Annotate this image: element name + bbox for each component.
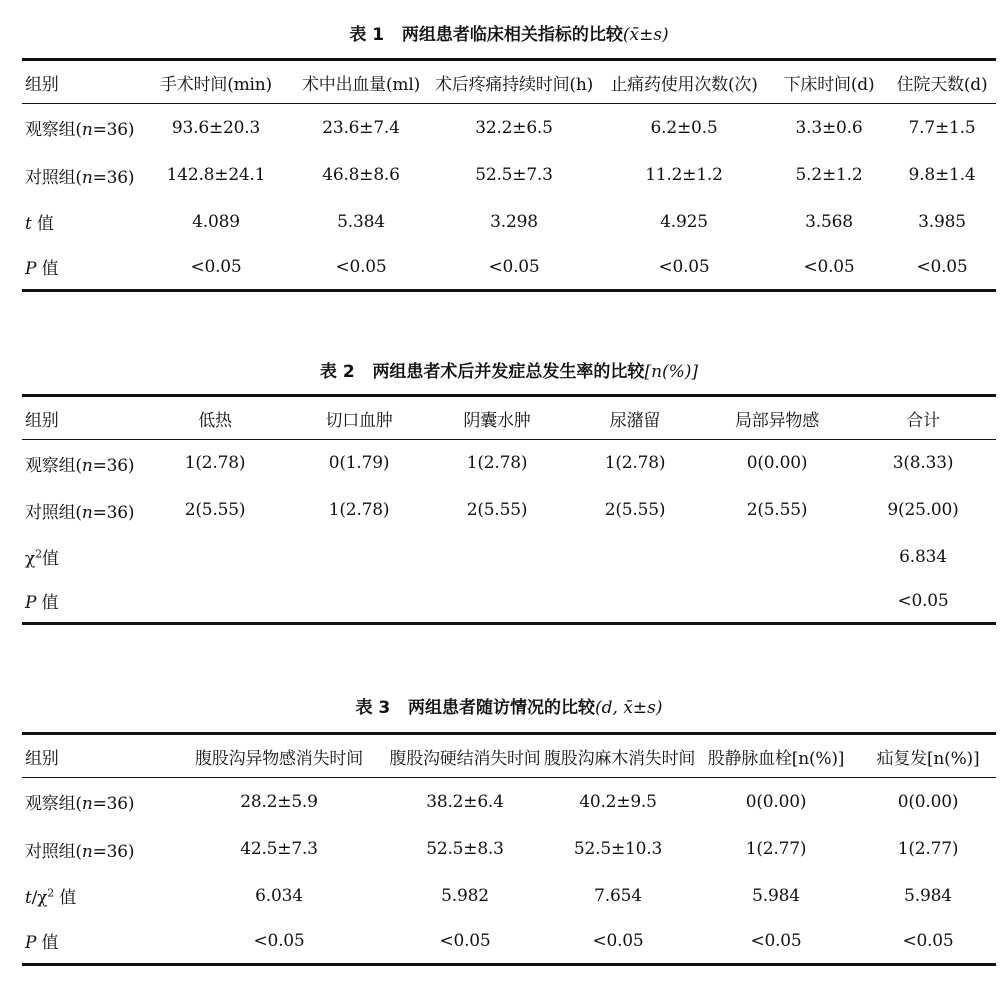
- table-1-header-cell: 组别: [25, 74, 59, 95]
- table-cell: 32.2±6.5: [475, 117, 553, 138]
- table-2-caption-prefix: 表 2: [319, 362, 355, 382]
- table-2-header-cell: 阴囊水肿: [463, 410, 531, 431]
- table-cell: 9.8±1.4: [908, 165, 976, 185]
- table-row: [22, 199, 996, 245]
- table-1-header-cell: 手术时间(min): [160, 74, 272, 95]
- table-cell: 6.034: [255, 885, 303, 906]
- row-label: $t/\chi^2$ 值: [25, 886, 77, 908]
- table-cell: 1(2.78): [466, 453, 528, 474]
- row-label: 观察组(n=36): [25, 794, 135, 815]
- table-2-grid: [22, 394, 996, 625]
- table-cell: 46.8±8.6: [322, 165, 400, 185]
- table-cell: 3.3±0.6: [795, 117, 863, 138]
- table-3-header-cell: 腹股沟麻木消失时间: [544, 748, 696, 769]
- table-1-caption-stat: (x̄±s): [622, 25, 669, 45]
- table-row: [22, 104, 996, 152]
- table-cell: 23.6±7.4: [322, 117, 400, 138]
- row-label: P 值: [25, 933, 59, 954]
- table-1-header-cell: 下床时间(d): [783, 74, 875, 95]
- table-2-header-cell: 组别: [25, 410, 59, 431]
- table-3-caption-stat: (d, x̄±s): [595, 698, 663, 718]
- table-cell: <0.05: [750, 930, 802, 951]
- table-cell: <0.05: [803, 256, 855, 277]
- table-cell: [428, 580, 566, 624]
- table-cell: [566, 534, 704, 580]
- row-label: 观察组(n=36): [25, 120, 135, 141]
- table-3-header-cell: 股静脉血栓[n(%)]: [707, 748, 845, 769]
- table-3-header-cell: 腹股沟硬结消失时间: [389, 748, 541, 769]
- table-cell: 6.834: [899, 546, 947, 567]
- table-cell: 6.2±0.5: [650, 117, 718, 138]
- table-2-header-cell: 低热: [198, 410, 232, 431]
- table-row: [22, 873, 996, 919]
- table-cell: 1(2.78): [328, 500, 390, 520]
- row-label: 对照组(n=36): [25, 841, 135, 862]
- table-2-caption: [22, 361, 996, 383]
- table-cell: 0(0.00): [746, 453, 808, 474]
- table-cell: 2(5.55): [184, 500, 246, 520]
- table-cell: 5.384: [337, 211, 385, 232]
- table-cell: 5.2±1.2: [795, 165, 863, 185]
- table-cell: [704, 580, 850, 624]
- table-cell: <0.05: [592, 930, 644, 951]
- table-3-grid: [22, 732, 996, 966]
- table-3-header-cell: 组别: [25, 748, 59, 769]
- table-cell: <0.05: [190, 256, 242, 277]
- table-cell: 5.984: [752, 885, 800, 906]
- table-3-caption: [22, 697, 996, 719]
- table-2-header-cell: 合计: [906, 410, 940, 431]
- table-cell: <0.05: [253, 930, 305, 951]
- table-1-header-cell: 术后疼痛持续时间(h): [434, 74, 593, 95]
- table-cell: 3.985: [918, 211, 966, 232]
- table-cell: <0.05: [335, 256, 387, 277]
- table-cell: <0.05: [658, 256, 710, 277]
- table-cell: [140, 534, 290, 580]
- table-cell: 142.8±24.1: [166, 165, 266, 185]
- table-row: [22, 778, 996, 826]
- table-2-header-cell: 尿潴留: [609, 410, 661, 431]
- table-cell: 52.5±10.3: [573, 839, 663, 859]
- table-cell: 42.5±7.3: [240, 839, 318, 859]
- table-cell: 1(2.77): [897, 839, 959, 859]
- row-label: $\chi^2$值: [25, 547, 59, 569]
- table-cell: 93.6±20.3: [171, 117, 261, 138]
- table-cell: 2(5.55): [466, 500, 528, 520]
- table-3-header-cell: 疝复发[n(%)]: [876, 748, 980, 769]
- row-label: 对照组(n=36): [25, 167, 135, 188]
- table-1-caption: [22, 24, 996, 46]
- table-1-header-cell: 住院天数(d): [896, 74, 988, 95]
- table-3-header-cell: 腹股沟异物感消失时间: [195, 748, 363, 769]
- table-cell: 0(0.00): [745, 791, 807, 812]
- table-row: [22, 487, 996, 534]
- table-cell: 3.568: [805, 211, 853, 232]
- table-3-caption-text: 两组患者随访情况的比较: [408, 698, 595, 718]
- table-3-header-row: [22, 734, 996, 778]
- table-cell: 52.5±8.3: [426, 839, 504, 859]
- table-1-grid: [22, 58, 996, 292]
- table-row: [22, 534, 996, 580]
- table-cell: 38.2±6.4: [426, 791, 504, 812]
- table-row: [22, 245, 996, 291]
- table-cell: 9(25.00): [887, 500, 959, 520]
- table-cell: [566, 580, 704, 624]
- table-cell: <0.05: [916, 256, 968, 277]
- table-cell: 3(8.33): [892, 453, 954, 474]
- table-cell: [290, 534, 428, 580]
- row-label: 观察组(n=36): [25, 455, 135, 476]
- table-1-caption-text: 两组患者临床相关指标的比较: [401, 25, 623, 45]
- table-cell: [428, 534, 566, 580]
- row-label: P 值: [25, 259, 59, 280]
- table-cell: <0.05: [439, 930, 491, 951]
- table-2-header-row: [22, 396, 996, 440]
- table-cell: [140, 580, 290, 624]
- table-cell: 0(0.00): [897, 791, 959, 812]
- table-cell: <0.05: [902, 930, 954, 951]
- table-2-caption-text: 两组患者术后并发症总发生率的比较: [372, 362, 645, 382]
- table-row: [22, 826, 996, 873]
- table-row: [22, 580, 996, 624]
- table-1-header-cell: 止痛药使用次数(次): [610, 74, 758, 95]
- table-cell: 40.2±9.5: [579, 791, 657, 812]
- table-1-caption-prefix: 表 1: [349, 25, 385, 45]
- table-cell: 1(2.78): [604, 453, 666, 474]
- table-2-caption-stat: [n(%)]: [644, 362, 699, 382]
- table-1-header-row: [22, 60, 996, 104]
- table-row: [22, 152, 996, 199]
- table-cell: 5.984: [904, 885, 952, 906]
- table-cell: 0(1.79): [328, 453, 390, 474]
- table-1-header-cell: 术中出血量(ml): [301, 74, 421, 95]
- table-3-caption-prefix: 表 3: [355, 698, 391, 718]
- table-cell: 4.089: [192, 211, 240, 232]
- row-label: t 值: [25, 214, 54, 234]
- table-cell: [704, 534, 850, 580]
- table-row: [22, 440, 996, 487]
- table-cell: 52.5±7.3: [475, 165, 553, 185]
- table-cell: <0.05: [897, 590, 949, 611]
- table-cell: 11.2±1.2: [645, 165, 723, 185]
- table-cell: 7.654: [594, 885, 642, 906]
- table-cell: 2(5.55): [746, 500, 808, 520]
- table-cell: 4.925: [660, 211, 708, 232]
- table-cell: 1(2.77): [745, 839, 807, 859]
- row-label: 对照组(n=36): [25, 502, 135, 523]
- table-cell: 2(5.55): [604, 500, 666, 520]
- table-row: [22, 919, 996, 965]
- table-cell: 7.7±1.5: [908, 117, 976, 138]
- table-cell: 28.2±5.9: [240, 791, 318, 812]
- table-cell: 3.298: [490, 211, 538, 232]
- table-2-header-cell: 局部异物感: [735, 410, 819, 431]
- table-cell: <0.05: [488, 256, 540, 277]
- row-label: P 值: [25, 593, 59, 614]
- table-2-header-cell: 切口血肿: [325, 410, 393, 431]
- table-cell: 1(2.78): [184, 453, 246, 474]
- table-cell: 5.982: [441, 885, 489, 906]
- table-cell: [290, 580, 428, 624]
